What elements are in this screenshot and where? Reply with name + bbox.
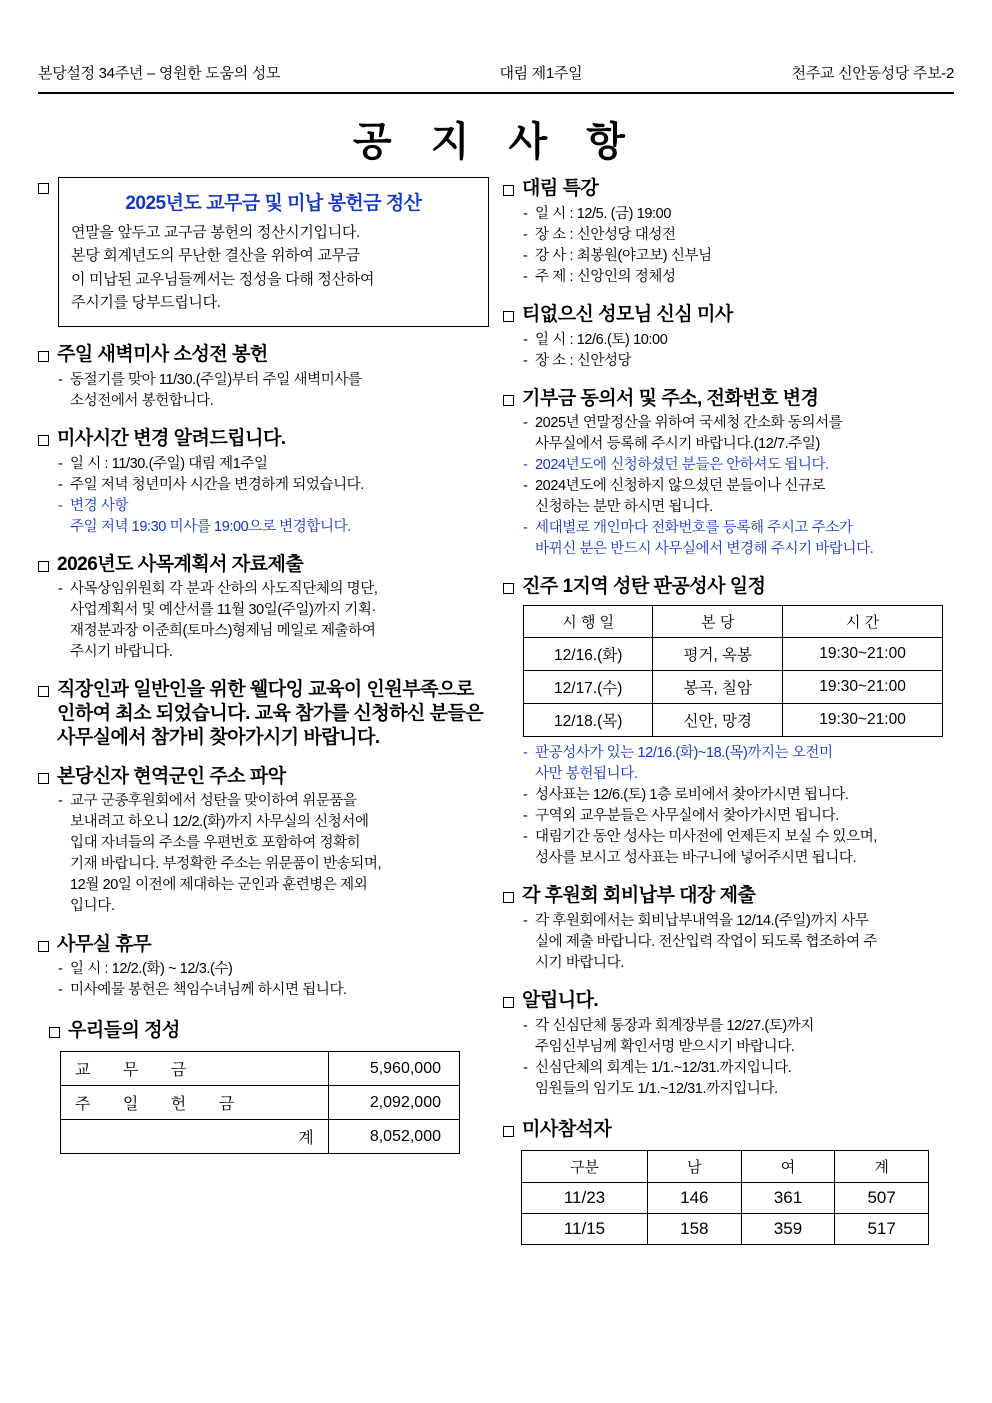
section-heading-text: 직장인과 일반인을 위한 웰다잉 교육이 인원부족으로 인하여 최소 되었습니다. 교육 참가를 신청하신 분들은 사무실에서 참가비 찾아가시기 바랍니다. xyxy=(57,679,484,748)
bullet-square-icon xyxy=(503,1126,514,1137)
bullet-square-icon xyxy=(38,561,49,572)
list-item xyxy=(523,827,954,848)
section-attendance xyxy=(503,1118,954,1245)
offering-table xyxy=(60,1051,460,1154)
list-item-text: 강 사 : 최봉원(야고보) 신부님 xyxy=(535,247,712,264)
schedule-table-wrapper xyxy=(523,605,943,737)
schedule-notes xyxy=(523,743,954,869)
section-heading xyxy=(503,575,954,599)
section-heading-text: 진주 1지역 성탄 판공성사 일정 xyxy=(522,576,766,598)
section-advent-lecture xyxy=(503,177,954,288)
dash-marker: - xyxy=(523,520,528,537)
section-heading xyxy=(38,765,489,789)
list-item-text: 주임신부님께 확인서명 받으시기 바랍니다. xyxy=(535,1038,795,1055)
section-heading-text: 본당신자 현역군인 주소 파악 xyxy=(57,765,286,787)
column-header-date: 시 행 일 xyxy=(524,606,653,638)
section-heading-text: 기부금 동의서 및 주소, 전화번호 변경 xyxy=(522,387,819,409)
list-item xyxy=(523,785,954,806)
section-heading-text: 우리들의 정성 xyxy=(68,1020,180,1042)
list-item xyxy=(58,791,489,812)
attendance-table xyxy=(521,1150,929,1245)
section-heading xyxy=(38,553,489,577)
dash-marker: - xyxy=(523,247,528,264)
dash-marker: - xyxy=(523,415,528,432)
section-heading-text: 대림 특강 xyxy=(522,178,599,199)
dash-marker: - xyxy=(523,352,528,369)
dash-marker: - xyxy=(58,476,63,493)
list-item-text: 각 후원회에서는 회비납부내역을 12/14.(주일)까지 사무 xyxy=(535,913,869,930)
notice-line: 본당 회계년도의 무난한 결산을 위하여 교무금 xyxy=(71,247,360,265)
left-column xyxy=(38,177,489,1245)
notice-line: 연말을 앞두고 교구금 봉헌의 정산시기입니다. xyxy=(71,224,360,241)
section-membership-fee-ledger xyxy=(503,884,954,974)
confession-schedule-table xyxy=(523,605,943,737)
list-item xyxy=(523,911,954,932)
column-header-category: 구분 xyxy=(522,1150,648,1182)
list-item xyxy=(58,959,489,980)
section-heading xyxy=(503,1118,954,1142)
list-item xyxy=(523,806,954,827)
bullet-square-icon xyxy=(503,892,514,903)
section-body xyxy=(523,204,954,288)
list-item-text: 사무실에서 등록해 주시기 바랍니다.(12/7.주일) xyxy=(535,436,820,453)
list-item-text: 장 소 : 신안성당 xyxy=(535,352,632,369)
list-item-text: 주 제 : 신앙인의 정체성 xyxy=(535,268,676,285)
dash-marker: - xyxy=(523,268,528,285)
list-item-text: 판공성사가 있는 12/16.(화)~18.(목)까지는 오전미 xyxy=(535,745,833,762)
list-item-text: 입대 자녀들의 주소를 우편번호 포함하여 정확히 xyxy=(70,835,361,852)
schedule-parish: 신안, 망경 xyxy=(653,704,783,737)
list-item-text: 시기 바랍니다. xyxy=(535,955,624,972)
list-item-text: 일 시 : 12/6.(토) 10:00 xyxy=(535,331,668,348)
bullet-square-icon xyxy=(38,686,49,697)
attendance-total: 517 xyxy=(835,1213,929,1244)
list-item xyxy=(58,896,489,917)
section-body xyxy=(523,330,954,372)
list-item xyxy=(58,454,489,475)
table-row xyxy=(524,704,943,737)
section-heading xyxy=(503,303,954,327)
list-item xyxy=(523,267,954,288)
bullet-square-icon xyxy=(503,395,514,406)
list-item xyxy=(58,621,489,642)
offering-value: 2,092,000 xyxy=(328,1086,459,1120)
section-donation-consent xyxy=(503,387,954,561)
table-row xyxy=(61,1120,460,1154)
section-body xyxy=(58,959,489,1001)
dash-marker: - xyxy=(58,455,63,472)
dash-marker: - xyxy=(523,745,528,762)
list-item-text: 일 시 : 12/5. (금) 19:00 xyxy=(535,205,671,222)
list-item xyxy=(523,351,954,372)
list-item xyxy=(58,579,489,600)
list-item-text: 2025년 연말정산을 위하여 국세청 간소화 동의서를 xyxy=(535,415,843,432)
notice-body xyxy=(71,221,476,314)
list-item xyxy=(523,225,954,246)
section-welldying-cancel xyxy=(38,678,489,749)
offering-value: 8,052,000 xyxy=(328,1120,459,1154)
table-row xyxy=(61,1086,460,1120)
list-item-text: 구역외 교우분들은 사무실에서 찾아가시면 됩니다. xyxy=(535,808,839,825)
section-soldier-address xyxy=(38,765,489,918)
section-heading xyxy=(503,387,954,411)
offering-label: 주 일 헌 금 xyxy=(61,1086,329,1120)
bullet-square-icon xyxy=(38,773,49,784)
list-item xyxy=(523,1016,954,1037)
schedule-time: 19:30~21:00 xyxy=(783,671,943,704)
bullet-square-icon xyxy=(503,997,514,1008)
list-item-text: 사만 봉헌됩니다. xyxy=(535,766,638,783)
list-item xyxy=(523,413,954,434)
section-body xyxy=(58,579,489,663)
notice-title: 2025년도 교무금 및 미납 봉헌금 정산 xyxy=(125,193,422,214)
section-body xyxy=(58,370,489,412)
offering-label: 계 xyxy=(61,1120,329,1154)
section-heading xyxy=(503,177,954,201)
section-heading-text: 사무실 휴무 xyxy=(57,933,152,955)
content-columns xyxy=(38,177,954,1245)
header-right-text: 천주교 신안동성당 주보-2 xyxy=(791,65,954,82)
column-header-female: 여 xyxy=(741,1150,835,1182)
section-body xyxy=(58,454,489,538)
section-immaculate-heart-mass xyxy=(503,303,954,372)
schedule-parish: 봉곡, 칠암 xyxy=(653,671,783,704)
list-item-text: 임원들의 임기도 1/1.~12/31.까지입니다. xyxy=(535,1080,778,1097)
list-item xyxy=(58,875,489,896)
bullet-square-icon xyxy=(49,1027,60,1038)
list-item xyxy=(523,848,954,869)
dash-marker: - xyxy=(58,371,63,388)
list-item-text: 교구 군종후원회에서 성탄을 맞이하여 위문품을 xyxy=(70,793,357,810)
header-divider xyxy=(38,92,954,94)
list-item xyxy=(523,434,954,455)
bullet-square-icon xyxy=(503,311,514,322)
column-header-total: 계 xyxy=(835,1150,929,1182)
section-heading-text: 알립니다. xyxy=(522,990,599,1012)
list-item xyxy=(58,370,489,391)
list-item-text: 세대별로 개인마다 전화번호를 등록해 주시고 주소가 xyxy=(535,520,853,537)
list-item-text: 사업계획서 및 예산서를 11월 30일(주일)까지 기획· xyxy=(70,602,376,619)
list-item-text: 소성전에서 봉헌합니다. xyxy=(70,392,214,409)
dash-marker: - xyxy=(58,793,63,810)
list-item-text: 입니다. xyxy=(70,898,115,915)
list-item xyxy=(523,1079,954,1100)
right-column xyxy=(503,177,954,1245)
section-mass-time-change xyxy=(38,427,489,538)
dash-marker: - xyxy=(58,497,63,514)
table-row xyxy=(524,638,943,671)
section-body xyxy=(523,911,954,974)
list-item xyxy=(58,854,489,875)
section-heading-text: 각 후원회 회비납부 대장 제출 xyxy=(522,885,756,907)
section-announcements xyxy=(503,989,954,1100)
header-center-text: 대림 제1주일 xyxy=(499,65,583,82)
attendance-female: 361 xyxy=(741,1182,835,1213)
section-heading xyxy=(38,933,489,957)
section-confession-schedule xyxy=(503,575,954,869)
attendance-table-wrapper xyxy=(521,1150,929,1245)
dash-marker: - xyxy=(523,331,528,348)
schedule-time: 19:30~21:00 xyxy=(783,704,943,737)
dash-marker: - xyxy=(58,581,63,598)
notice-line: 주시기를 당부드립니다. xyxy=(71,293,221,311)
section-heading-text: 티없으신 성모님 신심 미사 xyxy=(522,303,733,325)
attendance-male: 146 xyxy=(648,1182,742,1213)
dash-marker: - xyxy=(523,226,528,243)
list-item xyxy=(523,932,954,953)
table-header-row xyxy=(522,1150,929,1182)
offering-table-wrapper xyxy=(60,1051,460,1154)
bullet-square-icon xyxy=(38,183,49,194)
list-item-text: 일 시 : 11/30.(주일) 대림 제1주일 xyxy=(70,455,268,472)
section-heading xyxy=(503,989,954,1013)
offering-label: 교 무 금 xyxy=(61,1052,329,1086)
schedule-parish: 평거, 옥봉 xyxy=(653,638,783,671)
attendance-date: 11/15 xyxy=(522,1213,648,1244)
list-item xyxy=(58,496,489,517)
list-item-text: 실에 제출 바랍니다. 전산입력 작업이 되도록 협조하여 주 xyxy=(535,934,877,951)
section-heading-text: 주일 새벽미사 소성전 봉헌 xyxy=(57,344,268,365)
list-item xyxy=(523,953,954,974)
list-item xyxy=(58,833,489,854)
column-header-time: 시 간 xyxy=(783,606,943,638)
schedule-date: 12/16.(화) xyxy=(524,638,653,671)
list-item-text: 신심단체의 회계는 1/1.~12/31.까지입니다. xyxy=(535,1059,792,1076)
list-item xyxy=(58,642,489,663)
list-item-text: 재정분과장 이준희(토마스)형제님 메일로 제출하여 xyxy=(70,623,376,640)
list-item-text: 신청하는 분만 하시면 됩니다. xyxy=(535,499,713,516)
schedule-time: 19:30~21:00 xyxy=(783,638,943,671)
header-left-text: 본당설정 34주년 – 영원한 도움의 성모 xyxy=(38,65,281,82)
notice-line: 이 미납된 교우님들께서는 정성을 다해 정산하여 xyxy=(71,270,375,288)
attendance-total: 507 xyxy=(835,1182,929,1213)
dash-marker: - xyxy=(523,913,528,930)
dash-marker: - xyxy=(523,1017,528,1034)
section-body xyxy=(523,413,954,560)
dash-marker: - xyxy=(523,457,528,474)
section-heading-text: 2026년도 사목계획서 자료제출 xyxy=(57,553,304,575)
list-item-text: 12월 20일 이전에 제대하는 군인과 훈련병은 제외 xyxy=(70,877,368,894)
list-item xyxy=(523,497,954,518)
schedule-date: 12/18.(목) xyxy=(524,704,653,737)
list-item xyxy=(523,1037,954,1058)
dash-marker: - xyxy=(523,1059,528,1076)
list-item xyxy=(58,980,489,1001)
bullet-square-icon xyxy=(38,435,49,446)
list-item xyxy=(523,764,954,785)
page-header xyxy=(38,0,954,83)
list-item xyxy=(523,743,954,764)
table-row xyxy=(522,1182,929,1213)
attendance-male: 158 xyxy=(648,1213,742,1244)
list-item-text: 변경 사항 xyxy=(70,497,129,514)
list-item xyxy=(523,476,954,497)
list-item xyxy=(523,539,954,560)
section-office-closed xyxy=(38,933,489,1002)
list-item xyxy=(523,518,954,539)
list-item-text: 성사표는 12/6.(토) 1층 로비에서 찾아가시면 됩니다. xyxy=(535,787,849,804)
list-item xyxy=(58,600,489,621)
section-heading xyxy=(38,678,489,749)
section-offerings xyxy=(38,1019,489,1154)
page-title: 공 지 사 항 xyxy=(353,120,639,164)
section-pastoral-plan xyxy=(38,553,489,664)
table-row xyxy=(522,1213,929,1244)
section-dawn-mass xyxy=(38,343,489,412)
list-item xyxy=(58,517,489,538)
dash-marker: - xyxy=(523,829,528,846)
attendance-date: 11/23 xyxy=(522,1182,648,1213)
dash-marker: - xyxy=(58,961,63,978)
list-item-text: 주시기 바랍니다. xyxy=(70,644,173,661)
list-item xyxy=(523,1058,954,1079)
table-row xyxy=(524,671,943,704)
section-heading-text: 미사참석자 xyxy=(522,1118,612,1140)
list-item xyxy=(523,330,954,351)
section-heading xyxy=(503,884,954,908)
list-item xyxy=(523,246,954,267)
dash-marker: - xyxy=(523,478,528,495)
list-item-text: 2024년도에 신청하지 않으셨던 분들이나 신규로 xyxy=(535,478,826,495)
section-body xyxy=(523,1016,954,1100)
schedule-date: 12/17.(수) xyxy=(524,671,653,704)
list-item-text: 성사를 보시고 성사표는 바구니에 넣어주시면 됩니다. xyxy=(535,850,857,867)
list-item-text: 일 시 : 12/2.(화) ~ 12/3.(수) xyxy=(70,961,233,978)
dash-marker: - xyxy=(58,982,63,999)
dash-marker: - xyxy=(523,787,528,804)
list-item-text: 보내려고 하오니 12/2.(화)까지 사무실의 신청서에 xyxy=(70,814,369,831)
list-item-text: 2024년도에 신청하셨던 분들은 안하셔도 됩니다. xyxy=(535,457,829,474)
section-body xyxy=(58,791,489,917)
list-item xyxy=(58,812,489,833)
list-item-text: 각 신심단체 통장과 회계장부를 12/27.(토)까지 xyxy=(535,1017,814,1034)
list-item-text: 대림기간 동안 성사는 미사전에 언제든지 보실 수 있으며, xyxy=(535,829,877,846)
bullet-square-icon xyxy=(503,583,514,594)
list-item xyxy=(58,475,489,496)
list-item xyxy=(58,391,489,412)
list-item-text: 동절기를 맞아 11/30.(주일)부터 주일 새벽미사를 xyxy=(70,371,362,388)
bullet-square-icon xyxy=(38,351,49,362)
list-item-text: 미사예물 봉헌은 책임수녀님께 하시면 됩니다. xyxy=(70,982,347,999)
list-item-text: 바뀌신 분은 반드시 사무실에서 변경해 주시기 바랍니다. xyxy=(535,541,874,558)
section-heading xyxy=(38,343,489,367)
list-item-text: 주일 저녁 청년미사 시간을 변경하게 되었습니다. xyxy=(70,476,364,493)
list-item xyxy=(523,455,954,476)
table-header-row xyxy=(524,606,943,638)
attendance-female: 359 xyxy=(741,1213,835,1244)
table-row xyxy=(61,1052,460,1086)
dash-marker: - xyxy=(523,205,528,222)
column-header-male: 남 xyxy=(648,1150,742,1182)
section-heading-text: 미사시간 변경 알려드립니다. xyxy=(57,427,286,449)
bullet-square-icon xyxy=(38,941,49,952)
dash-marker: - xyxy=(523,808,528,825)
section-heading xyxy=(38,427,489,451)
list-item-text: 사목상임위원회 각 분과 산하의 사도직단체의 명단, xyxy=(70,581,378,598)
list-item-text: 주일 저녁 19:30 미사를 19:00으로 변경합니다. xyxy=(70,518,351,535)
notice-block-wrapper xyxy=(38,177,489,327)
list-item-text: 기재 바랍니다. 부정확한 주소는 위문품이 반송되며, xyxy=(70,856,382,873)
section-heading xyxy=(49,1019,489,1043)
offering-value: 5,960,000 xyxy=(328,1052,459,1086)
list-item xyxy=(523,204,954,225)
column-header-parish: 본 당 xyxy=(653,606,783,638)
settlement-notice-box xyxy=(58,177,489,327)
bullet-square-icon xyxy=(503,185,514,196)
list-item-text: 장 소 : 신안성당 대성전 xyxy=(535,226,676,243)
